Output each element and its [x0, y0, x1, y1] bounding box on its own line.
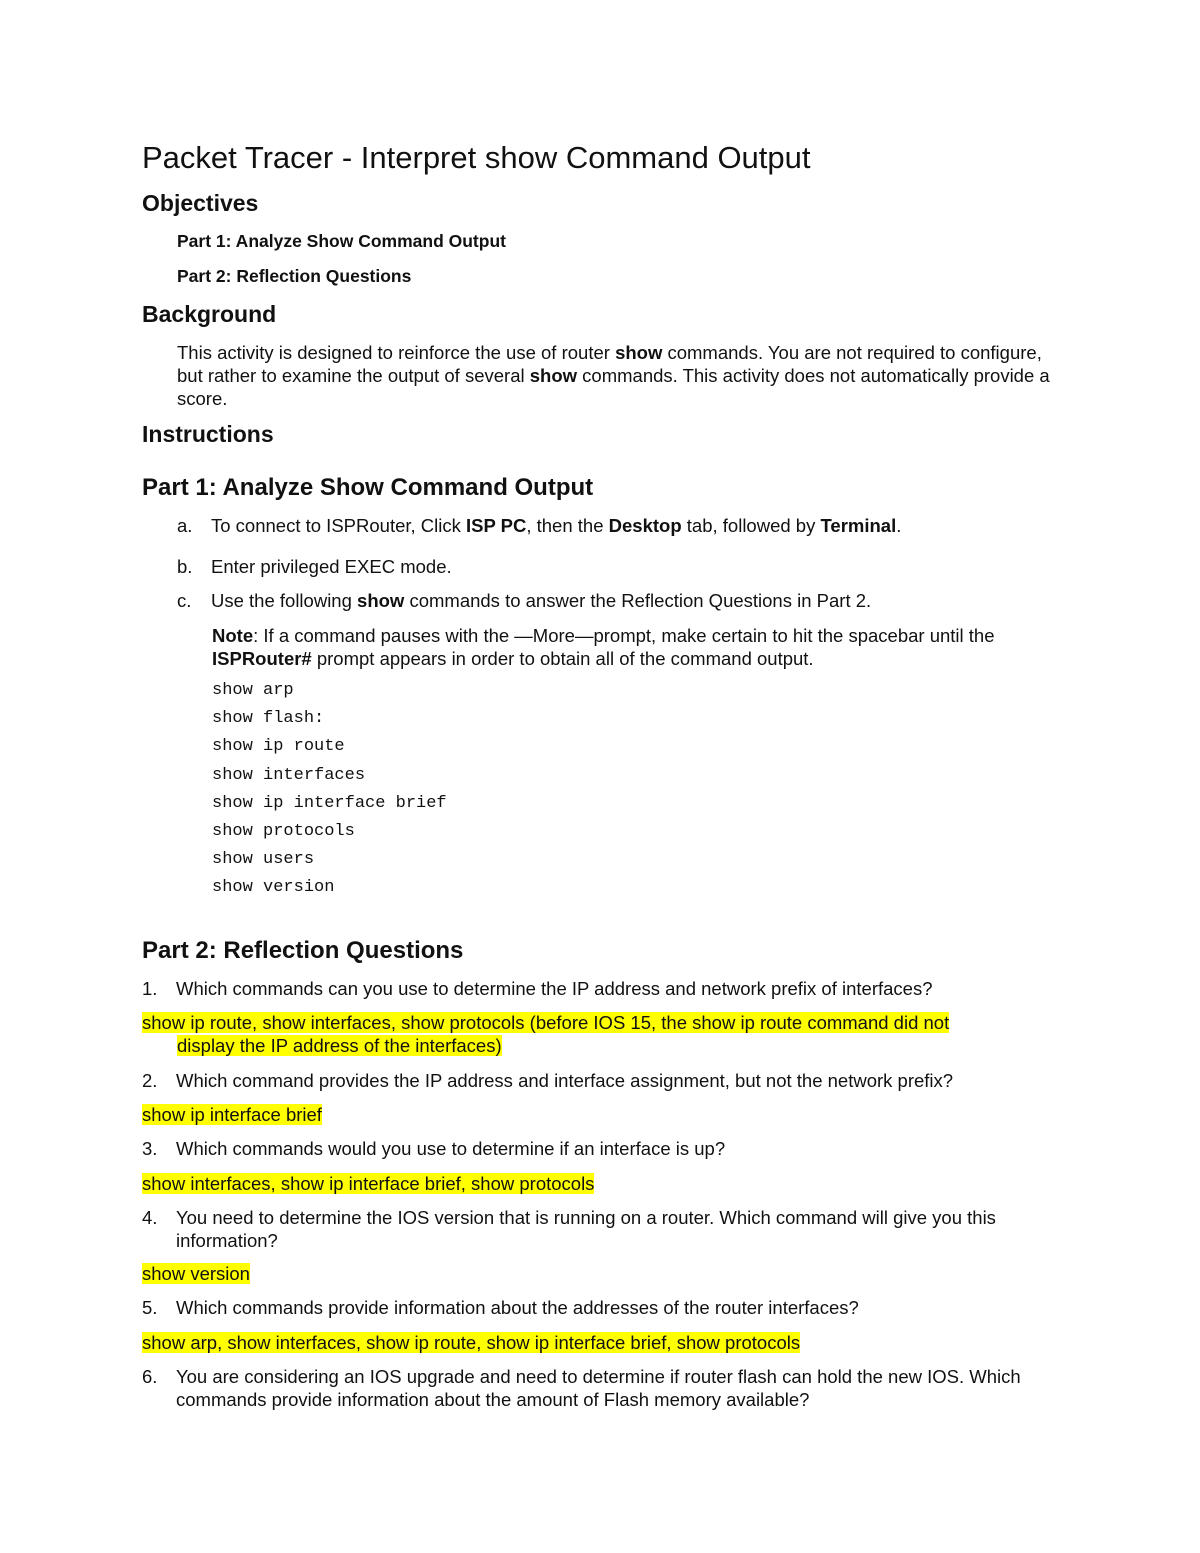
step-bold: Desktop [608, 515, 682, 536]
command-list [212, 679, 447, 905]
question-number: 3. [142, 1138, 158, 1159]
answer-highlight: show version [142, 1263, 250, 1284]
step-text: tab, followed by [681, 515, 821, 536]
answer-2 [142, 1103, 1042, 1126]
step-text: . [896, 515, 902, 536]
question-text: You are considering an IOS upgrade and need to determine if router flash can hold the new IOS. Which commands provide information about the amount of Flash memory available? [176, 1366, 1021, 1410]
step-bold: ISP PC [466, 515, 527, 536]
background-heading: Background [142, 301, 277, 327]
step-text: To connect to ISPRouter, Click [211, 515, 467, 536]
background-paragraph [177, 341, 1057, 410]
page-title: Packet Tracer - Interpret show Command Output [142, 140, 811, 175]
answer-1-continued [177, 1034, 502, 1057]
command-item: show arp [212, 681, 294, 700]
question-number: 6. [142, 1366, 158, 1387]
objective-item: Part 2: Reflection Questions [177, 266, 412, 286]
step-a [177, 514, 1057, 537]
background-bold: show [529, 365, 578, 386]
answer-highlight: display the IP address of the interfaces) [177, 1035, 502, 1056]
question-text: You need to determine the IOS version that is running on a router. Which command will give you this information? [176, 1207, 996, 1251]
step-label: a. [177, 515, 193, 536]
step-label: c. [177, 590, 192, 611]
question-3 [142, 1137, 1072, 1160]
question-number: 2. [142, 1070, 158, 1091]
step-bold: show [357, 590, 405, 611]
step-text: Use the following [211, 590, 358, 611]
question-text: Which commands can you use to determine the IP address and network prefix of interfaces? [176, 978, 933, 999]
background-text: commands. This activity does not automatically provide a score. [177, 365, 1050, 409]
command-item: show interfaces [212, 765, 366, 785]
command-item: show ip interface brief [212, 793, 447, 813]
note-paragraph [212, 624, 1042, 670]
answer-1 [142, 1011, 1042, 1034]
note-bold: ISPRouter# [212, 648, 312, 669]
note-label: Note [212, 625, 254, 646]
command-item: show flash: [212, 709, 325, 729]
question-number: 1. [142, 978, 158, 999]
answer-4 [142, 1262, 1042, 1285]
question-number: 5. [142, 1297, 158, 1318]
command-item: show users [212, 850, 315, 870]
step-bold: Terminal [820, 515, 897, 536]
question-6 [142, 1365, 1042, 1411]
instructions-heading: Instructions [142, 421, 274, 447]
step-label: b. [177, 556, 193, 577]
question-5 [142, 1296, 1072, 1319]
background-bold: show [615, 342, 663, 363]
objective-item: Part 1: Analyze Show Command Output [177, 231, 506, 251]
objectives-heading: Objectives [142, 190, 259, 216]
question-text: Which commands would you use to determine if an interface is up? [176, 1138, 726, 1159]
answer-highlight: show arp, show interfaces, show ip route, show ip interface brief, show protocols [142, 1332, 801, 1353]
step-b [177, 555, 1057, 578]
note-text: prompt appears in order to obtain all of the command output. [311, 648, 814, 669]
background-text: commands. You are not required to configure, but rather to examine the output of several [177, 342, 1042, 386]
question-number: 4. [142, 1207, 158, 1228]
command-item: show ip route [212, 737, 345, 757]
answer-3 [142, 1172, 1042, 1195]
answer-highlight: show interfaces, show ip interface brief, show protocols [142, 1173, 595, 1194]
question-2 [142, 1069, 1072, 1092]
step-c [177, 589, 1057, 612]
answer-5 [142, 1331, 1042, 1354]
background-text: This activity is designed to reinforce the use of router [177, 342, 616, 363]
part1-heading: Part 1: Analyze Show Command Output [142, 474, 594, 501]
answer-highlight: show ip interface brief [142, 1104, 322, 1125]
question-1 [142, 977, 1072, 1000]
question-4 [142, 1206, 1057, 1252]
part2-heading: Part 2: Reflection Questions [142, 937, 464, 964]
step-text: , then the [526, 515, 609, 536]
command-item: show protocols [212, 821, 355, 841]
step-text: Enter privileged EXEC mode. [211, 556, 452, 577]
question-text: Which command provides the IP address and interface assignment, but not the network prefix? [176, 1070, 954, 1091]
question-text: Which commands provide information about the addresses of the router interfaces? [176, 1297, 859, 1318]
answer-highlight: show ip route, show interfaces, show protocols (before IOS 15, the show ip route command did not [142, 1012, 950, 1033]
note-text: : If a command pauses with the —More—prompt, make certain to hit the spacebar until the [253, 625, 995, 646]
command-item: show version [212, 878, 335, 898]
step-text: commands to answer the Reflection Questions in Part 2. [404, 590, 872, 611]
